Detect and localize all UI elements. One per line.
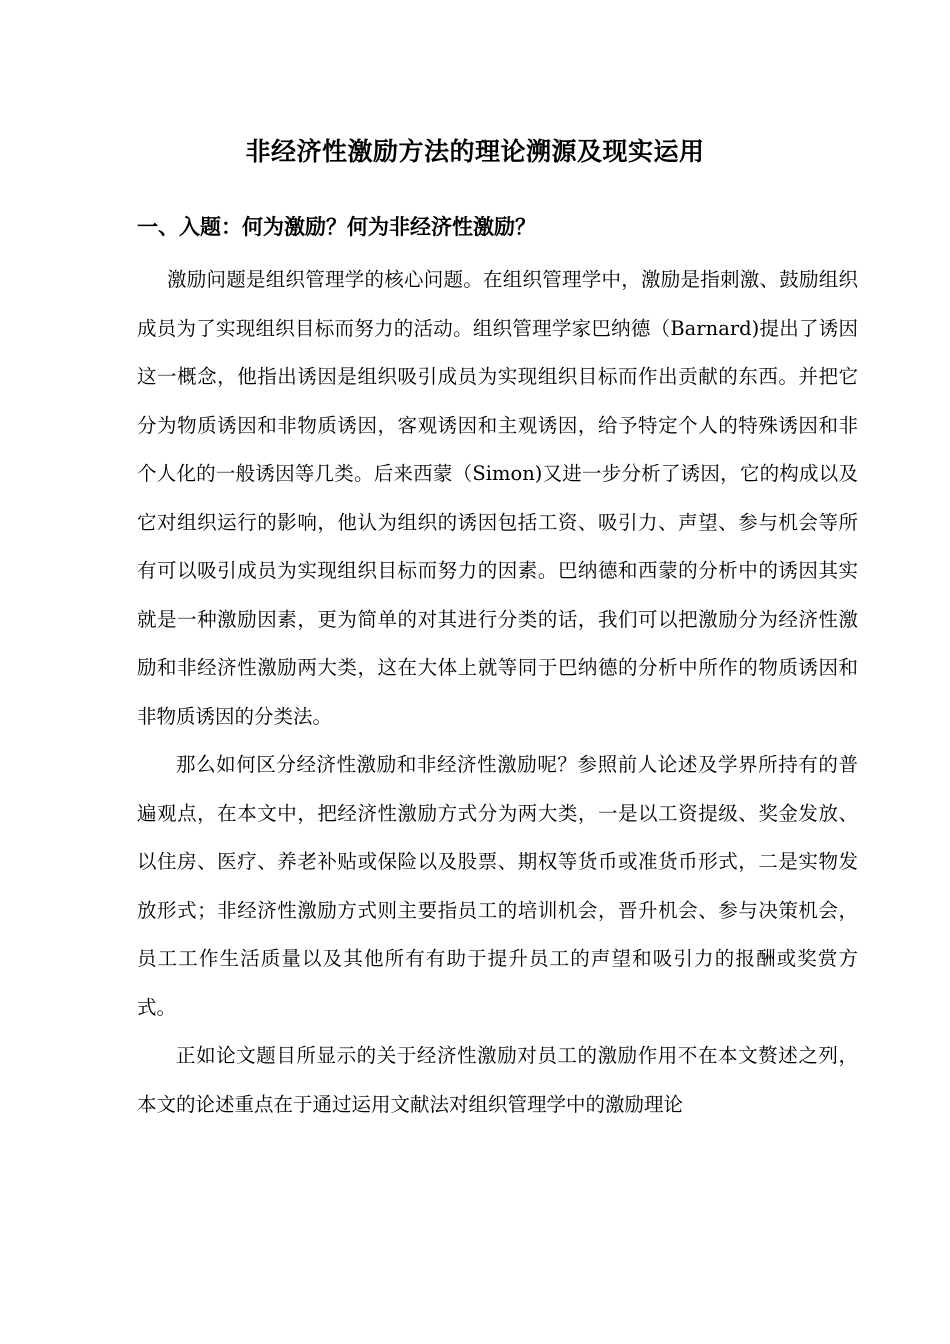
document-title: 非经济性激励方法的理论溯源及现实运用 xyxy=(245,137,705,166)
paragraph-2: 那么如何区分经济性激励和非经济性激励呢？参照前人论述及学界所持有的普遍观点，在本文中，把经济性激励方式分为两大类，一是以工资提级、奖金发放、以住房、医疗、养老补贴或保险以及股票、期权等货币或准货币形式，二是实物发放形式；非经济性激励方式则主要指员工的培训机会，晋升机会、参与决策机会，员工工作生活质量以及其他所有有助于提升员工的声望和吸引力的报酬或奖赏方式。 xyxy=(137,753,858,1019)
paragraph-1: 激励问题是组织管理学的核心问题。在组织管理学中，激励是指刺激、鼓励组织成员为了实现组织目标而努力的活动。组织管理学家巴纳德（Barnard)提出了诱因这一概念，他指出诱因是组织吸引成员为实现组织目标而作出贡献的东西。并把它分为物质诱因和非物质诱因，客观诱因和主观诱因，给予特定个人的特殊诱因和非个人化的一般诱因等几类。后来西蒙（Simon)又进一步分析了诱因，它的构成以及它对组织运行的影响，他认为组织的诱因包括工资、吸引力、声望、参与机会等所有可以吸引成员为实现组织目标而努力的因素。巴纳德和西蒙的分析中的诱因其实就是一种激励因素，更为简单的对其进行分类的话，我们可以把激励分为经济性激励和非经济性激励两大类，这在大体上就等同于巴纳德的分析中所作的物质诱因和非物质诱因的分类法。 xyxy=(137,268,858,728)
body-text xyxy=(137,256,858,1129)
paragraph-3: 正如论文题目所显示的关于经济性激励对员工的激励作用不在本文赘述之列，本文的论述重点在于通过运用文献法对组织管理学中的激励理论 xyxy=(137,1044,858,1116)
section-heading: 一、入题：何为激励？何为非经济性激励？ xyxy=(137,215,536,239)
